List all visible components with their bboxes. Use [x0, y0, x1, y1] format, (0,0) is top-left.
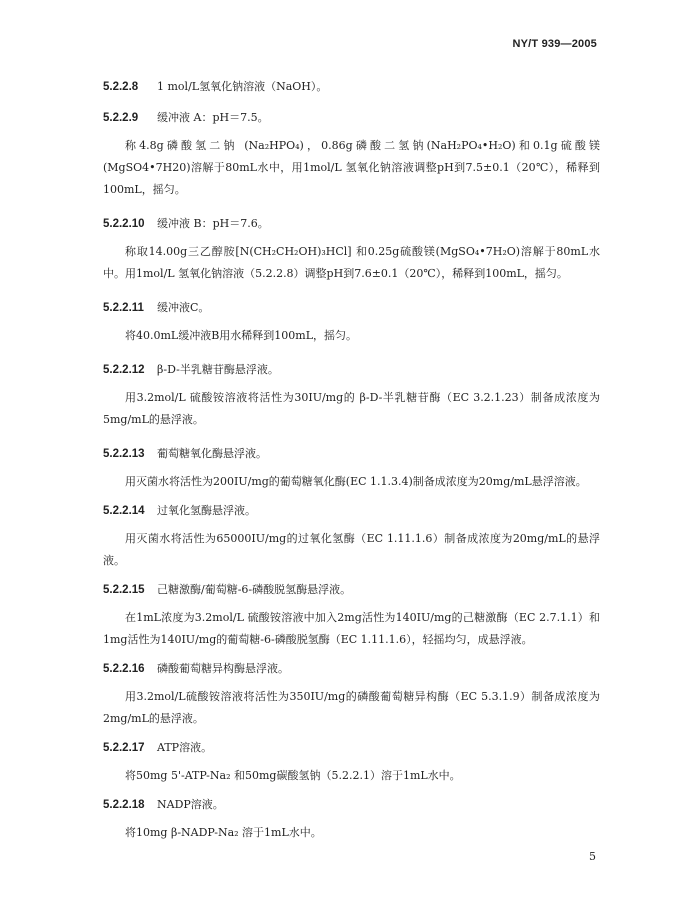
section-paragraph: 将40.0mL缓冲液B用水稀释到100mL，摇匀。	[125, 329, 358, 342]
section-5-2-2-13	[103, 445, 600, 493]
section-title: 缓冲液 A：pH＝7.5。	[157, 111, 269, 124]
section-number: 5.2.2.13	[103, 448, 145, 460]
section-title: 葡萄糖氧化酶悬浮液。	[157, 447, 267, 460]
section-5-2-2-11	[103, 299, 600, 347]
section-paragraph: 用灭菌水将活性为200IU/mg的葡萄糖氧化酶(EC 1.1.3.4)制备成浓度为20mg/mL悬浮溶液。	[125, 475, 587, 488]
section-number: 5.2.2.18	[103, 799, 145, 811]
section-paragraph: 将50mg 5'-ATP-Na₂ 和50mg碳酸氢钠（5.2.2.1）溶于1mL水中。	[125, 769, 461, 782]
section-heading	[103, 796, 600, 813]
section-heading	[103, 445, 600, 462]
standard-code-header: NY/T 939—2005	[512, 38, 597, 50]
section-5-2-2-9	[103, 109, 600, 201]
section-number: 5.2.2.8	[103, 81, 139, 93]
section-title: ATP溶液。	[157, 741, 213, 754]
section-5-2-2-16	[103, 660, 600, 730]
section-number: 5.2.2.14	[103, 505, 145, 517]
section-5-2-2-17	[103, 739, 600, 787]
section-heading	[103, 581, 600, 598]
section-number: 5.2.2.16	[103, 663, 145, 675]
section-title: 1 mol/L氢氧化钠溶液（NaOH）。	[157, 80, 328, 93]
section-number: 5.2.2.15	[103, 584, 145, 596]
section-heading	[103, 215, 600, 232]
section-5-2-2-12	[103, 361, 600, 431]
section-paragraph: 在1mL浓度为3.2mol/L 硫酸铵溶液中加入2mg活性为140IU/mg的己糖激酶（EC 2.7.1.1）和1mg活性为140IU/mg的葡萄糖-6-磷酸脱氢酶（EC 1.11.1.6），轻摇均匀，成悬浮液。	[103, 611, 600, 646]
section-5-2-2-10	[103, 215, 600, 285]
section-paragraph: 将10mg β-NADP-Na₂ 溶于1mL水中。	[125, 826, 322, 839]
document-body	[103, 78, 600, 844]
section-title: 缓冲液 B：pH＝7.6。	[157, 217, 269, 230]
page-number: 5	[589, 850, 596, 863]
section-5-2-2-18	[103, 796, 600, 844]
section-title: NADP溶液。	[157, 798, 224, 811]
section-paragraph: 用3.2mol/L硫酸铵溶液将活性为350IU/mg的磷酸葡萄糖异构酶（EC 5.3.1.9）制备成浓度为2mg/mL的悬浮液。	[103, 690, 600, 725]
section-5-2-2-15	[103, 581, 600, 651]
section-paragraph: 用3.2mol/L 硫酸铵溶液将活性为30IU/mg的 β-D-半乳糖苷酶（EC 3.2.1.23）制备成浓度为5mg/mL的悬浮液。	[103, 391, 600, 426]
section-heading	[103, 361, 600, 378]
section-title: 己糖激酶/葡萄糖-6-磷酸脱氢酶悬浮液。	[157, 583, 352, 596]
section-paragraph: 称4.8g磷酸氢二钠 (Na₂HPO₄)，0.86g磷酸二氢钠(NaH₂PO₄•H₂O)和0.1g硫酸镁(MgSO4•7H20)溶解于80mL水中，用1mol/L 氢氧化钠溶液调整pH到7.5±0.1（20℃），稀释到100mL，摇匀。	[103, 139, 600, 196]
section-heading	[103, 299, 600, 316]
section-title: 过氧化氢酶悬浮液。	[157, 504, 256, 517]
section-paragraph: 用灭菌水将活性为65000IU/mg的过氧化氢酶（EC 1.11.1.6）制备成浓度为20mg/mL的悬浮液。	[103, 532, 600, 567]
section-heading	[103, 78, 600, 95]
section-number: 5.2.2.10	[103, 218, 145, 230]
section-5-2-2-14	[103, 502, 600, 572]
section-heading	[103, 739, 600, 756]
section-heading	[103, 660, 600, 677]
section-title: 缓冲液C。	[157, 301, 210, 314]
section-title: β-D-半乳糖苷酶悬浮液。	[157, 363, 279, 376]
section-5-2-2-8	[103, 78, 600, 95]
section-title: 磷酸葡萄糖异构酶悬浮液。	[157, 662, 289, 675]
section-number: 5.2.2.11	[103, 302, 144, 314]
section-paragraph: 称取14.00g三乙醇胺[N(CH₂CH₂OH)₃HCl] 和0.25g硫酸镁(MgSO₄•7H₂O)溶解于80mL水中。用1mol/L 氢氧化钠溶液（5.2.2.8）调整pH到7.6±0.1（20℃），稀释到100mL，摇匀。	[103, 245, 600, 280]
section-heading	[103, 109, 600, 126]
section-number: 5.2.2.12	[103, 364, 145, 376]
section-heading	[103, 502, 600, 519]
section-number: 5.2.2.17	[103, 742, 145, 754]
section-number: 5.2.2.9	[103, 112, 139, 124]
